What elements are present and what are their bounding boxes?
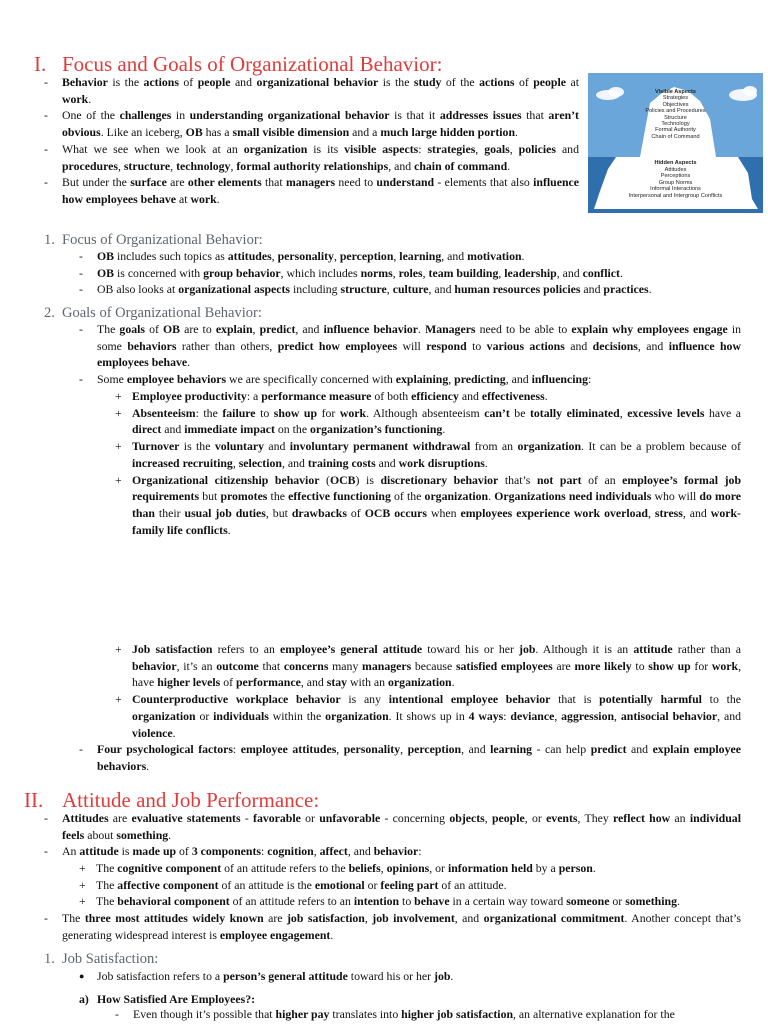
iceberg-figure xyxy=(588,73,763,213)
subsection-title: Job Satisfaction: xyxy=(62,951,159,967)
plus-marker: + xyxy=(79,894,86,909)
section-title: Focus and Goals of Organizational Behavior: xyxy=(62,52,443,76)
list-item: - Four psychological factors: employee attitudes, personality, perception, and learning - can help predict and explain employee behaviors. xyxy=(79,742,741,773)
figure-label: Attitudes xyxy=(664,166,687,173)
list-item: + Counterproductive workplace behavior is any intentional employee behavior that is potentially harmful to the organization or individuals within the organization. It shows up in 4 ways: deviance, aggression, antisocial behavior, and violence. xyxy=(115,692,742,740)
figure-label: Informal Interactions xyxy=(650,186,701,193)
lettered-title: How Satisfied Are Employees?: xyxy=(97,992,256,1006)
dash-marker: - xyxy=(79,265,83,280)
letter-marker: a) xyxy=(79,992,89,1006)
list-item: - Behavior is the actions of people and organizational behavior is the study of the actions of people at work. xyxy=(44,75,579,106)
dot-marker: ● xyxy=(79,971,85,981)
dash-marker: - xyxy=(44,75,48,89)
subsection-number: 1. xyxy=(44,951,55,967)
list-item: - Attitudes are evaluative statements - favorable or unfavorable - concerning objects, people, or events, They reflect how an individual feels about something. xyxy=(44,811,741,842)
list-item: - But under the surface are other elements that managers need to understand - elements that also influence how employees behave at work. xyxy=(44,175,579,206)
subsection-heading xyxy=(44,232,263,249)
figure-label: Formal Authority xyxy=(655,127,696,134)
figure-label: Objectives xyxy=(662,101,689,108)
subsection-title: Focus of Organizational Behavior: xyxy=(62,232,263,248)
list-item: + The cognitive component of an attitude refers to the beliefs, opinions, or information held by a person. xyxy=(79,861,596,875)
plus-marker: + xyxy=(79,861,86,875)
figure-label: Structure xyxy=(664,114,687,121)
plus-list xyxy=(115,641,741,741)
dash-marker: - xyxy=(79,742,83,756)
figure-label: Strategies xyxy=(662,95,689,102)
dash-marker: - xyxy=(44,175,48,190)
subsection-number: 2. xyxy=(44,305,55,321)
figure-label: Policies and Procedures xyxy=(645,108,706,115)
figure-label: Interpersonal and Intergroup Conflicts xyxy=(628,192,723,199)
list-item: - One of the challenges in understanding organizational behavior is that it addresses issues that aren’t obvious. Like an iceberg, OB has a small visible dimension and a much large hidden portion. xyxy=(44,108,579,140)
dash-marker: - xyxy=(79,322,83,336)
list-item: - OB also looks at organizational aspects including structure, culture, and human resources policies and practices. xyxy=(79,282,652,297)
list-item: + Absenteeism: the failure to show up for work. Although absenteeism can’t be totally eliminated, excessive levels have a direct and immediate impact on the organization’s functioning. xyxy=(115,405,742,437)
bullet-list xyxy=(79,741,741,774)
hidden-aspects-text xyxy=(588,160,763,200)
section-number: II. xyxy=(24,788,44,812)
bullet-list xyxy=(79,321,741,388)
list-item: - Even though it’s possible that higher pay translates into higher job satisfaction, an alternative explanation for the xyxy=(115,1007,675,1021)
bullet-list xyxy=(44,74,579,208)
plus-list xyxy=(115,388,741,538)
subsection-heading xyxy=(44,951,158,968)
bullet-list xyxy=(79,248,744,298)
section-heading-1 xyxy=(34,52,442,76)
plus-list xyxy=(79,860,741,910)
list-item: - An attitude is made up of 3 components: cognition, affect, and behavior: xyxy=(44,844,422,859)
list-item: + The affective component of an attitude is the emotional or feeling part of an attitude. xyxy=(79,877,507,892)
figure-label: Technology xyxy=(661,121,690,128)
list-item: - OB is concerned with group behavior, which includes norms, roles, team building, leadership, and conflict. xyxy=(79,265,623,280)
subsection-heading xyxy=(44,305,262,322)
dash-marker: - xyxy=(44,108,48,123)
subsection-number: 1. xyxy=(44,232,55,248)
list-item: - OB includes such topics as attitudes, personality, perception, learning, and motivation. xyxy=(79,249,525,263)
section-title: Attitude and Job Performance: xyxy=(62,788,320,812)
list-item: ● Job satisfaction refers to a person’s general attitude toward his or her job. xyxy=(79,969,454,983)
subsection-title: Goals of Organizational Behavior: xyxy=(62,305,262,321)
figure-label: Group Norms xyxy=(658,179,693,186)
list-item: + Turnover is the voluntary and involuntary permanent withdrawal from an organization. It can be a problem because of increased recruiting, selection, and training costs and work disruptions. xyxy=(115,439,741,470)
dash-marker: - xyxy=(115,1007,119,1021)
plus-marker: + xyxy=(79,877,86,892)
bullet-list xyxy=(44,810,741,860)
list-item: + Employee productivity: a performance measure of both efficiency and effectiveness. xyxy=(115,389,548,403)
plus-marker: + xyxy=(115,692,122,707)
list-item: + Organizational citizenship behavior (OCB) is discretionary behavior that’s not part of an employee’s formal job requirements but promotes the effective functioning of the organization. Organizations need individuals who will do more than their usual job duties, but drawbacks of OCB occurs when employees experience work overload, stress, and work-family life conflicts. xyxy=(115,472,742,537)
list-item: - What we see when we look at an organization is its visible aspects: strategies, goals, policies and procedures, structure, technology, formal authority relationships, and chain of command. xyxy=(44,141,579,173)
dash-marker: - xyxy=(79,282,83,297)
dash-marker: - xyxy=(44,811,48,825)
bullet-list xyxy=(115,1006,741,1023)
figure-label: Perceptions xyxy=(660,173,691,180)
list-item: + The behavioral component of an attitude refers to an intention to behave in a certain way toward someone or something. xyxy=(79,894,680,909)
dash-marker: - xyxy=(44,911,48,925)
list-item: + Job satisfaction refers to an employee’s general attitude toward his or her job. Although it is an attitude rather than a behavior, it’s an outcome that concerns many managers because satisfied employees are more likely to show up for work, have higher levels of performance, and stay with an organization. xyxy=(115,642,742,690)
dash-marker: - xyxy=(44,844,48,859)
dash-marker: - xyxy=(79,372,83,387)
section-number: I. xyxy=(34,52,47,76)
hidden-aspects-title: Hidden Aspects xyxy=(654,160,697,166)
bullet-list xyxy=(44,910,741,943)
dash-marker: - xyxy=(44,141,48,156)
visible-aspects-text xyxy=(588,89,763,140)
plus-marker: + xyxy=(115,389,122,403)
figure-label: Chain of Command xyxy=(651,133,700,140)
plus-marker: + xyxy=(115,439,122,454)
plus-marker: + xyxy=(115,642,122,656)
plus-marker: + xyxy=(115,472,122,487)
section-heading-2 xyxy=(24,788,319,812)
list-item: - Some employee behaviors we are specifically concerned with explaining, predicting, and influencing: xyxy=(79,372,592,387)
plus-marker: + xyxy=(115,405,122,420)
list-item: - The goals of OB are to explain, predict, and influence behavior. Managers need to be able to explain why employees engage in some behaviors rather than others, predict how employees will respond to various actions and decisions, and influence how employees behave. xyxy=(79,322,741,370)
dash-marker: - xyxy=(79,249,83,263)
list-item: - The three most attitudes widely known are job satisfaction, job involvement, and organizational commitment. Another concept that’s generating widespread interest is employee engagement. xyxy=(44,911,741,942)
visible-aspects-title: Visible Aspects xyxy=(654,89,697,95)
dot-list xyxy=(79,968,741,985)
